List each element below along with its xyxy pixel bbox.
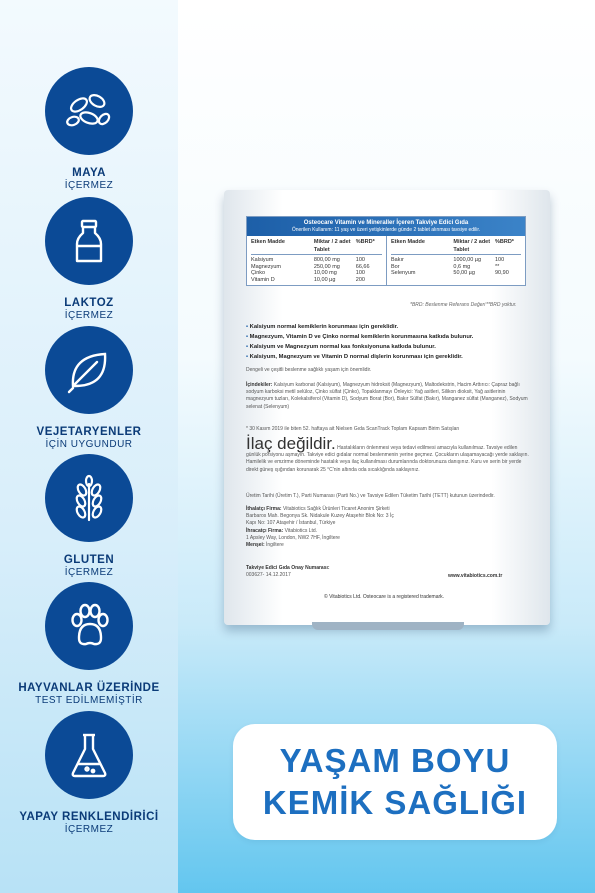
column-header: Miktar / 2 adet Tablet: [453, 239, 491, 253]
exporter-name: Vitabiotics Ltd.: [284, 527, 318, 534]
nielsen-note: * 30 Kasım 2019 ile biten 52. haftaya ait Nielsen Gıda ScanTrack Toplam Kapsam Birim Satışları: [246, 426, 460, 432]
nutrition-table-usage: Önerilen Kullanım: 11 yaş ve üzeri yetişkinlerde günde 2 tablet alınması tavsiye edilir.: [291, 227, 481, 233]
ingredients-label: İçindekiler:: [246, 382, 273, 388]
table-cell: Bakır: [391, 257, 404, 263]
slogan-card: [233, 724, 557, 840]
feature-subtitle: TEST EDİLMEMİŞTİR: [35, 695, 143, 706]
feature-subtitle: İÇERMEZ: [64, 567, 114, 578]
feature-subtitle: İÇİN UYGUNDUR: [45, 439, 133, 450]
exporter-label: İhracatçı Firma:: [246, 527, 284, 534]
importer-name: Vitabiotics Sağlık Ürünleri Ticaret Anonim Şirketi: [282, 506, 390, 512]
table-cell: 100: [494, 257, 505, 263]
table-cell: Magnezyum: [251, 263, 281, 270]
feature-subtitle: İÇERMEZ: [64, 310, 114, 321]
table-cell: **: [494, 263, 500, 270]
not-a-drug-section: [246, 434, 531, 474]
feature-subtitle: İÇERMEZ: [64, 824, 114, 835]
company-info: [246, 506, 531, 549]
table-cell: 100: [355, 257, 365, 263]
origin-country: İngiltere: [266, 542, 284, 549]
ingredients: [246, 382, 531, 411]
feature-title: YAPAY RENKLENDİRİCİ: [19, 811, 159, 823]
feature-title: HAYVANLAR ÜZERİNDE: [18, 682, 160, 694]
importer-address: Kapı No: 107 Ataşehir / İstanbul, Türkiye: [246, 520, 336, 527]
feature-gluten-free: [0, 454, 178, 579]
nutrition-table: [246, 216, 526, 286]
yeast-icon: [45, 67, 133, 155]
table-cell: Selenyum: [391, 270, 416, 276]
trademark-note: © Vitabiotics Ltd. Osteocare is a registered trademark.: [324, 594, 445, 600]
health-claim: • Kalsiyum normal kemiklerin korunması için gereklidir.: [246, 322, 531, 332]
approval-label: Takviye Edici Gıda Onay Numarası:: [246, 565, 330, 571]
feature-vegetarian: [0, 326, 178, 451]
feature-title: MAYA: [72, 167, 106, 179]
origin-label: Menşei:: [246, 542, 265, 549]
not-a-drug-text: Hastalıkların önlenmesi veya tedavi edilmesi amacıyla kullanılmaz. Tavsiye edilen günlük porsiyonu aşmayın. Takviye edici gıdalar normal beslenmenin yerine geçmez. Çocukların ulaşamayacağı yerde saklayın. Hamilelik ve emzirme döneminde hastalık veya ilaç kullanılması durumlarında doktorunuza danışınız. Kuru ve serin bir yerde direkt güneş ışığından korunarak 25 °C'nin altında oda sıcaklığında saklayınız.: [246, 445, 529, 473]
table-cell: Kalsiyum: [251, 257, 274, 263]
table-footnote-brd: *BRD: Beslenme Referans Değeri: [410, 302, 486, 308]
nutrition-table-right: [386, 236, 525, 285]
table-cell: Bor: [391, 263, 400, 270]
table-cell: 1000,00 µg: [453, 257, 482, 263]
ingredients-text: Kalsiyum karbonat (Kalsiyum), Magnezyum hidroksit (Magnezyum), Maltodekstrin, Hacim Arttırıcı: Çapraz bağlı sodyum karboksi metil selüloz, Çinko sülfat (Çinko), Topaklanmayı Önleyici: Yağ asitleri, Silikon dioksit, Yağ asitlerinin magnezyum tuzları, Kolekalsiferol (Vitamin D), Sodyum Borat (Bor), Bakır Sülfat (Bakır), Manganez sülfat (Manganez), Sodyum selenat (Selenyum): [246, 382, 528, 410]
table-cell: 100: [355, 270, 365, 276]
exporter-address: 1 Apsley Way, London, NW2 7HF, İngiltere: [246, 534, 340, 541]
importer-address: Barbaros Mah. Begonya Sk. Nidakule Kuzey Ataşehir Blok No: 3 İç: [246, 513, 394, 520]
table-cell: Vitamin D: [251, 276, 275, 283]
feature-title: GLUTEN: [63, 554, 115, 566]
column-header: Etken Madde: [391, 239, 425, 245]
table-cell: 200: [355, 276, 365, 283]
wheat-icon: [45, 454, 133, 542]
nutrition-table-header: [247, 217, 525, 236]
website: www.vitabiotics.com.tr: [448, 573, 503, 579]
column-header: %BRD*: [355, 239, 375, 245]
flask-icon: [45, 711, 133, 799]
table-cell: 0,6 mg: [453, 263, 471, 270]
slogan-line-1: YAŞAM BOYU: [279, 742, 511, 779]
feature-subtitle: İÇERMEZ: [64, 180, 114, 191]
health-claim: • Kalsiyum, Magnezyum ve Vitamin D normal dişlerin korunması için gereklidir.: [246, 352, 531, 362]
feature-title: LAKTOZ: [64, 297, 114, 309]
health-claim: • Kalsiyum ve Magnezyum normal kas fonksiyonuna katkıda bulunur.: [246, 342, 531, 352]
feature-lactose-free: [0, 197, 178, 322]
paw-icon: [45, 582, 133, 670]
feature-yeast-free: [0, 67, 178, 192]
table-cell: 66,66: [355, 263, 370, 270]
nutrition-table-left: [247, 236, 386, 285]
column-header: Miktar / 2 adet Tablet: [313, 239, 351, 253]
not-a-drug-title: İlaç değildir.: [246, 434, 336, 453]
milk-bottle-icon: [45, 197, 133, 285]
dates-note: Üretim Tarihi (Üretim T.), Parti Numarası (Parti No.) ve Tavsiye Edilen Tüketim Tarihi (TETT) kutunun üzerindedir.: [246, 493, 495, 499]
slogan-line-2: KEMİK SAĞLIĞI: [262, 784, 528, 821]
table-cell: 250,00 mg: [313, 263, 340, 270]
health-claims-list: [246, 322, 531, 362]
table-cell: 800,00 mg: [313, 257, 340, 263]
feature-not-animal-tested: [0, 582, 178, 707]
table-row: [251, 277, 382, 284]
table-cell: 10,00 mg: [313, 270, 337, 276]
column-header: Etken Madde: [251, 239, 285, 245]
table-cell: Çinko: [251, 270, 266, 276]
diet-note: Dengeli ve çeşitli beslenme sağlıklı yaşam için önemlidir.: [246, 367, 372, 373]
approval-number: 003627- 14.12.2017: [246, 572, 291, 579]
feature-title: VEJETARYENLER: [36, 426, 142, 438]
table-cell: 50,00 µg: [453, 270, 475, 276]
leaf-icon: [45, 326, 133, 414]
table-row: [391, 270, 521, 277]
column-header: %BRD*: [494, 239, 514, 245]
feature-no-artificial-colors: [0, 711, 178, 836]
importer-label: İthalatçı Firma:: [246, 506, 282, 512]
health-claim: • Magnezyum, Vitamin D ve Çinko normal kemiklerin korunmasına katkıda bulunur.: [246, 332, 531, 342]
box-bottom-edge: [312, 622, 464, 630]
table-footnote-no-brd: **BRD yoktur.: [486, 302, 517, 308]
nutrition-table-title: Osteocare Vitamin ve Mineraller İçeren Takviye Edici Gıda: [303, 220, 469, 226]
table-cell: 10,00 µg: [313, 276, 336, 283]
table-cell: 90,90: [494, 270, 509, 276]
